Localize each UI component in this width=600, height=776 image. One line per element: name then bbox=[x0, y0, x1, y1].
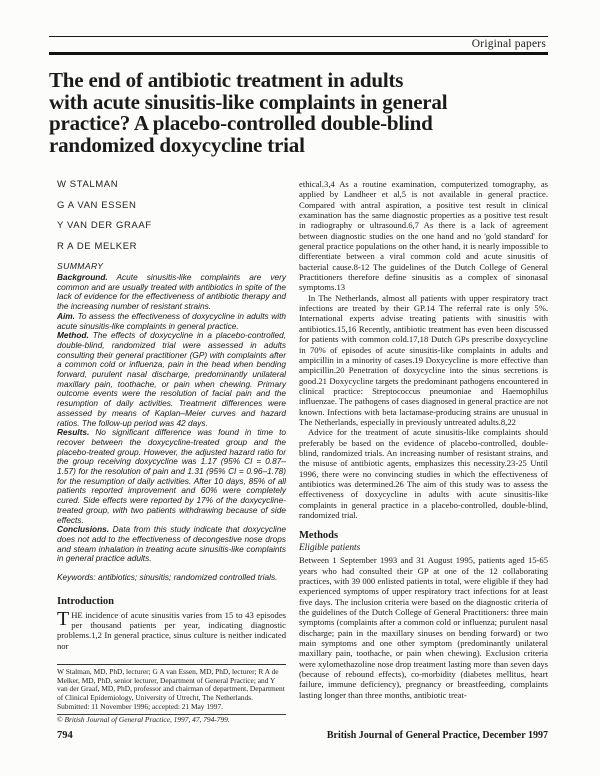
summary-label: Results. bbox=[57, 427, 90, 438]
summary-text: No significant difference was found in time to recover between the doxycycline-treated group and the placebo-treated group. However, the adjusted hazard ratio for the group receiving doxycycline was 1.17 (95% CI = 0.87–1.57) for the resolution of pain and 1.31 (95% CI = 0.96–1.78) for the resumption of daily activities. After 10 days, 85% of all patients reported improvement and 60% were completely cured. Side effects were reported by 17% of the doxycycline-treated group, with two patients withdrawing because of side effects. bbox=[57, 427, 286, 525]
summary-text: Data from this study indicate that doxycycline does not add to the effectiveness of decongestive nose drops and steam inhalation in treating acute sinusitis-like complaints in general practice adults. bbox=[57, 524, 286, 564]
paper-title-line: The end of antibiotic treatment in adults bbox=[49, 68, 404, 92]
introduction-heading: Introduction bbox=[57, 595, 114, 607]
summary-aim bbox=[57, 312, 286, 331]
body-paragraph: In The Netherlands, almost all patients with upper respiratory tract infections are treated by their GP.14 The referral rate is only 5%. International experts advise treating patients with sinusitis with antibiotics.15,16 Recently, antibiotic treatment has even been discussed for patients with common cold.17,18 Dutch GPs prescribe doxycycline in 70% of episodes of acute sinusitis-like complaints in adults and ampicillin in a minority of cases.19 Doxycycline is more effective than ampicillin.20 Penetration of doxycycline into the sinus secretions is good.21 Doxycycline targets the predominant pathogens encountered in clinical practice: Streptococcus pneumoniae and Haemophilus influenzae. The pathogens of cases diagnosed in general practice are not known. Infections with beta lactamase-producing strains are unusual in The Netherlands, especially in previously untreated adults.8,22 bbox=[299, 292, 548, 427]
summary-label: Method. bbox=[57, 330, 89, 341]
footnote-block bbox=[57, 664, 286, 724]
author-name: Y VAN DER GRAAF bbox=[57, 220, 152, 231]
summary-label: Background. bbox=[57, 272, 108, 282]
footnote-citation: © British Journal of General Practice, 1997, 47, 794-799. bbox=[57, 714, 230, 724]
body-paragraph: ethical.3,4 As a routine examination, computerized tomography, as applied by Landheer et al,5 is not available in general practice. Compared with antral aspiration, a positive test result in clinical examination has the same diagnostic properties as a positive test result in radiography or ultrasound.6,7 As there is a lack of agreement between diagnostic studies on the one hand and no 'gold standard' for general practice populations on the other hand, it is nearly impossible to differentiate between a viral common cold and acute sinusitis of bacterial cause.8-12 The guidelines of the Dutch College of General Practitioners therefore define sinusitis as a complex of sinonasal symptoms.13 bbox=[299, 179, 548, 293]
right-column bbox=[299, 179, 548, 724]
paper-title-line: practice? A placebo-controlled double-blind bbox=[49, 111, 433, 135]
author-name: W STALMAN bbox=[57, 179, 119, 190]
two-column-body bbox=[49, 179, 548, 724]
introduction-text: HE incidence of acute sinusitis varies from 15 to 43 episodes per thousand patients per year, indicating diagnostic problems.1,2 In general practice, sinus culture is neither indicated nor bbox=[57, 609, 286, 651]
left-column bbox=[49, 179, 286, 724]
summary-conclusions bbox=[57, 525, 286, 564]
author-name: G A VAN ESSEN bbox=[57, 199, 137, 211]
section-label: Original papers bbox=[471, 38, 546, 50]
author-name: R A DE MELKER bbox=[57, 240, 138, 252]
eligible-patients-subheading: Eligible patients bbox=[299, 543, 361, 554]
methods-heading: Methods bbox=[299, 530, 339, 542]
body-paragraph: Advice for the treatment of acute sinusitis-like complaints should preferably be based on the evidence of placebo-controlled, double-blind, randomized trials. An increasing number of resistant strains, and the misuse of antibiotic agents, emphasizes this necessity.23-25 Until 1996, there were no convincing studies in which the effectiveness of antibiotics was determined.26 The aim of this study was to assess the effectiveness of doxycycline in adults with acute sinusitis-like complaints in general practice in a placebo-controlled, double-blind, randomized trial. bbox=[299, 427, 548, 520]
footnote-submitted: Submitted: 11 November 1996; accepted: 21 May 1997. bbox=[57, 701, 223, 711]
page-footer bbox=[49, 730, 548, 741]
summary-label: Conclusions. bbox=[57, 524, 110, 535]
summary-section bbox=[57, 261, 286, 564]
journal-footer-line: British Journal of General Practice, December 1997 bbox=[326, 730, 548, 741]
summary-method bbox=[57, 331, 286, 428]
summary-heading: SUMMARY bbox=[57, 261, 104, 271]
header-rule-thick bbox=[49, 52, 548, 55]
page-number: 794 bbox=[57, 730, 73, 741]
body-paragraph: Between 1 September 1993 and 31 August 1995, patients aged 15-65 years who had consulted their GP at one of the 12 collaborating practices, with 39 000 enlisted patients in total, were eligible if they had experienced symptoms of upper respiratory tract infections for at least five days. The inclusion criteria were based on the diagnostic criteria of the guidelines of the Dutch College of General Practitioners: three main symptoms (complaints after a common cold or influenza; purulent nasal discharge; pain in the maxillary sinuses on bending forward) or two main symptoms and one other symptom (predominantly unilateral maxillary pain, toothache, or pain when chewing). Exclusion criteria were xylomethazoline nose drop treatment lasting more than seven days (because of rebound effects), co-morbidity (diabetes mellitus, heart failure, immune deficiency), pregnancy or breastfeeding, complaints lasting longer than three months, antibiotic treat- bbox=[299, 555, 548, 700]
summary-results bbox=[57, 428, 286, 525]
page-content bbox=[49, 0, 548, 724]
paper-title-line: with acute sinusitis-like complaints in general bbox=[49, 89, 448, 114]
paper-title bbox=[49, 70, 548, 156]
keywords-line: Keywords: antibiotics; sinusitis; randomized controlled trials. bbox=[57, 572, 278, 583]
summary-text: To assess the effectiveness of doxycycline in adults with acute sinusitis-like complaints in general practice. bbox=[57, 310, 286, 331]
dropcap: T bbox=[57, 607, 70, 630]
summary-label: Aim. bbox=[57, 310, 75, 321]
introduction-paragraph bbox=[57, 607, 286, 651]
summary-text: The effects of doxycycline in a placebo-controlled, double-blind, randomized trial were assessed in adults consulting their general practitioner (GP) with complaints after a common cold or influenza, pain in the head when bending forward, purulent nasal discharge, predominantly unilateral maxillary pain, toothache, or pain when chewing. Primary outcome events were the resolution of facial pain and the resumption of daily activities. Treatment differences were assessed by means of Kaplan–Meier curves and hazard ratios. The follow-up period was 42 days. bbox=[57, 330, 286, 428]
footnote-affiliations: W Stalman, MD, PhD, lecturer; G A van Essen, MD, PhD, lecturer; R A de Melker, MD, PhD, senior lecturer, Department of General Practice; and Y van der Graaf, MD, PhD, professor and chairman of department, Department of Clinical Epidemiology, University of Utrecht, The Netherlands. bbox=[57, 666, 285, 703]
summary-text: Acute sinusitis-like complaints are very common and are usually treated with antibiotics in spite of the lack of evidence for the effectiveness of antibiotic therapy and the increasing number of resistant strains. bbox=[57, 272, 287, 312]
paper-title-line: randomized doxycycline trial bbox=[49, 132, 305, 157]
summary-background bbox=[57, 273, 286, 312]
